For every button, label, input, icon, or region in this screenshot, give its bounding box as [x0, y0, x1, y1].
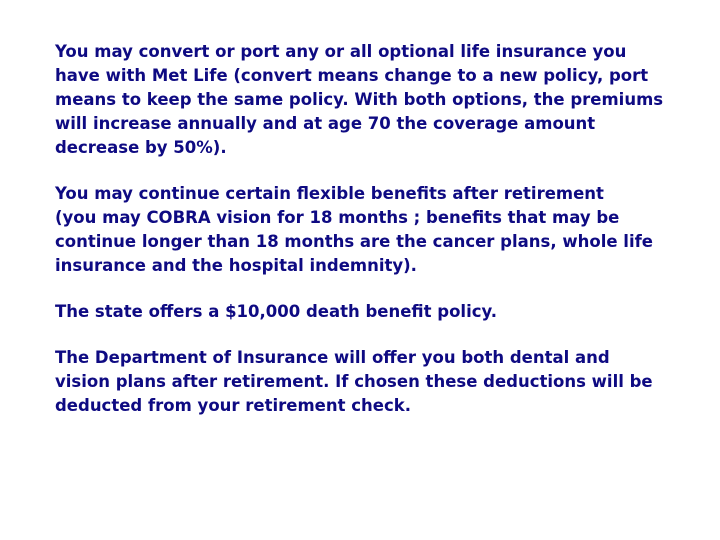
slide-body: [55, 40, 710, 418]
paragraph-flexible-benefits: You may continue certain flexible benefits after retirement (you may COBRA vision for 18 months ; benefits that may be continue longer than 18 months are the cancer plans, whole life insurance and the hospital indemnity).: [55, 184, 653, 275]
paragraph-dental-vision: The Department of Insurance will offer you both dental and vision plans after retirement. If chosen these deductions will be deducted from your retirement check.: [55, 348, 653, 415]
paragraph-life-insurance: You may convert or port any or all optional life insurance you have with Met Life (convert means change to a new policy, port means to keep the same policy. With both options, the premiums will increase annually and at age 70 the coverage amount decrease by 50%).: [55, 42, 664, 157]
paragraph-death-benefit: The state offers a $10,000 death benefit policy.: [55, 302, 498, 321]
